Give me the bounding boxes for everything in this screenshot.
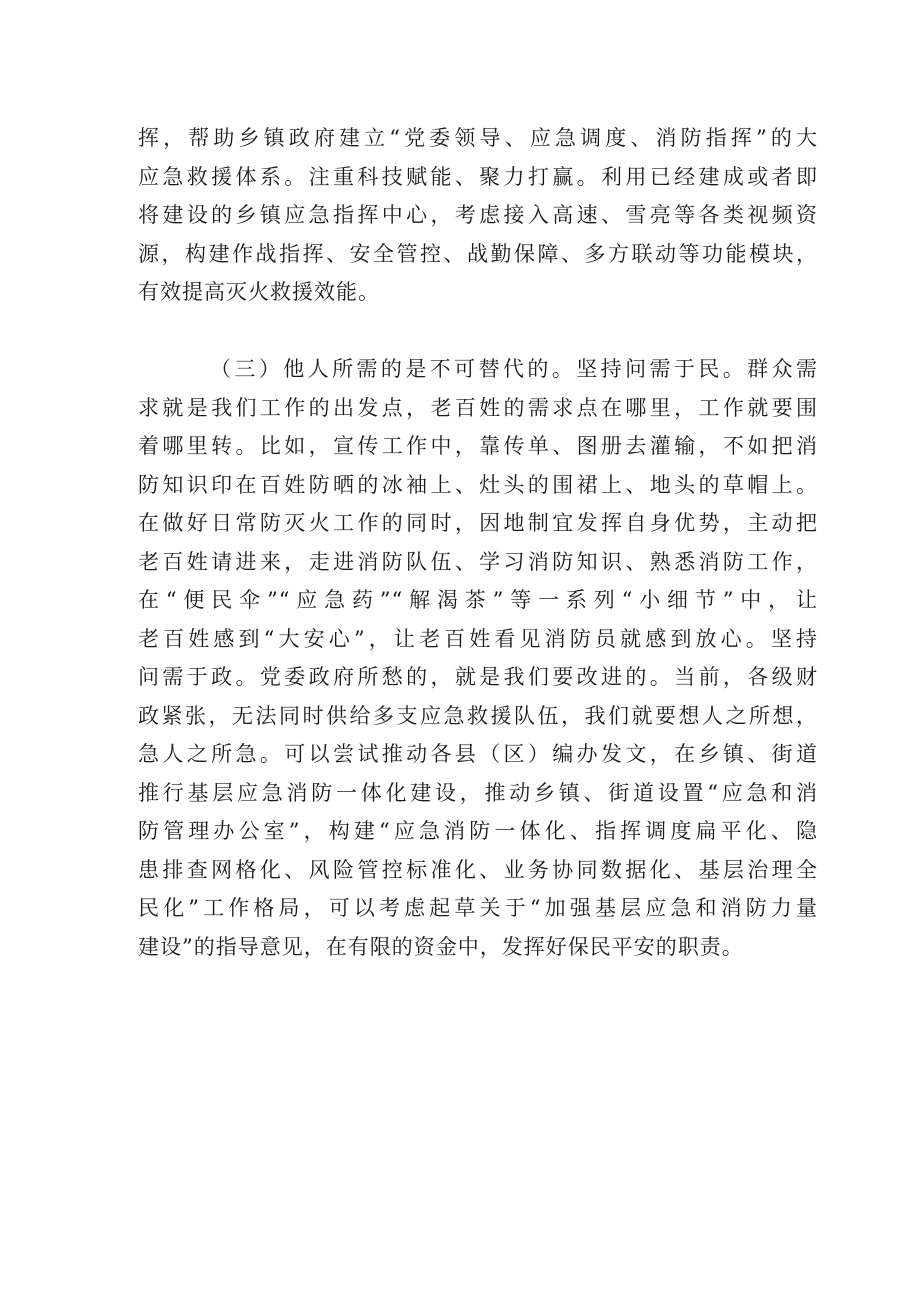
text-line: 患排查网格化、风险管控标准化、业务协同数据化、基层治理全 xyxy=(138,857,818,882)
text-line: 着哪里转。比如，宣传工作中，靠传单、图册去灌输，不如把消 xyxy=(138,434,818,458)
text-line: 老百姓请进来，走进消防队伍、学习消防知识、熟悉消防工作， xyxy=(138,549,818,574)
text-line: 求就是我们工作的出发点，老百姓的需求点在哪里，工作就要围 xyxy=(138,395,818,420)
text-line: 推行基层应急消防一体化建设，推动乡镇、街道设置“应急和消 xyxy=(138,780,818,805)
text-line: 急人之所急。可以尝试推动各县（区）编办发文，在乡镇、街道 xyxy=(138,742,818,766)
text-line: 问需于政。党委政府所愁的，就是我们要改进的。当前，各级财 xyxy=(138,665,818,689)
text-line: 有效提高灭火救援效能。 xyxy=(138,280,380,304)
text-line: 将建设的乡镇应急指挥中心，考虑接入高速、雪亮等各类视频资 xyxy=(138,203,818,227)
paragraph-section-three xyxy=(138,350,818,966)
text-line: 政紧张，无法同时供给多支应急救援队伍，我们就要想人之所想， xyxy=(138,703,818,728)
text-line: 老百姓感到“大安心”，让老百姓看见消防员就感到放心。坚持 xyxy=(138,626,818,651)
text-line: 建设”的指导意见，在有限的资金中，发挥好保民平安的职责。 xyxy=(138,934,744,959)
text-line: 挥，帮助乡镇政府建立“党委领导、应急调度、消防指挥”的大 xyxy=(138,126,818,150)
text-line: 防知识印在百姓防晒的冰袖上、灶头的围裙上、地头的草帽上。 xyxy=(138,472,818,497)
text-line: 防管理办公室”，构建“应急消防一体化、指挥调度扁平化、隐 xyxy=(138,819,818,843)
text-line: 民化”工作格局，可以考虑起草关于“加强基层应急和消防力量 xyxy=(138,896,818,920)
text-line: 应急救援体系。注重科技赋能、聚力打赢。利用已经建成或者即 xyxy=(138,164,818,189)
text-line: 在“便民伞”“应急药”“解渴茶”等一系列“小细节”中，让 xyxy=(138,588,818,612)
text-line: 源，构建作战指挥、安全管控、战勤保障、多方联动等功能模块， xyxy=(138,241,818,266)
section-heading-line: （三）他人所需的是不可替代的。坚持问需于民。群众需 xyxy=(210,357,818,381)
text-line: 在做好日常防灭火工作的同时，因地制宜发挥自身优势，主动把 xyxy=(138,511,818,535)
paragraph-continuation xyxy=(138,119,818,312)
